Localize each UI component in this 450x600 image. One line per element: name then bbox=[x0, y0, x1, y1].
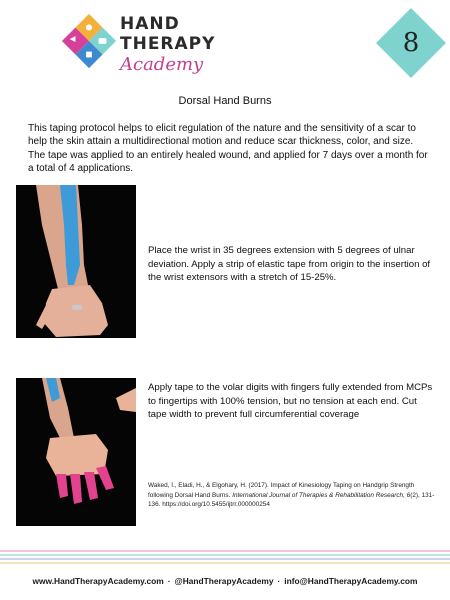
hand-therapy-logo-icon bbox=[60, 12, 118, 70]
page-title: Dorsal Hand Burns bbox=[178, 95, 272, 107]
logo-wordmark bbox=[120, 14, 215, 76]
forearm-taping-photo bbox=[16, 185, 136, 338]
logo-line-academy: Academy bbox=[120, 54, 204, 75]
step-2-instructions: Apply tape to the volar digits with fingers fully extended from MCPs to fingertips with 100% tension, but no tension at each end. Cut tape width to prevent full circumferential coverage bbox=[148, 382, 433, 421]
stripe-pink bbox=[0, 550, 450, 552]
page-number: 8 bbox=[402, 28, 420, 58]
forearm-taping-illustration bbox=[16, 185, 136, 338]
footer-website-link[interactable]: www.HandTherapyAcademy.com bbox=[32, 576, 164, 586]
footer-email-link[interactable]: info@HandTherapyAcademy.com bbox=[284, 576, 418, 586]
volar-hand-taping-illustration bbox=[16, 378, 136, 526]
stripe-blue bbox=[0, 558, 450, 560]
intro-paragraph: This taping protocol helps to elicit regulation of the nature and the sensitivity of a scar to help the skin attain a multidirectional motion and reduce scar thickness, color, and size. The tape was applied to an entirely healed wound, and applied for 7 days over a month for a total of 4 applications. bbox=[28, 123, 428, 175]
footer-separator: · bbox=[277, 576, 281, 586]
citation-volume: 6 bbox=[406, 491, 411, 499]
brand-logo bbox=[60, 8, 220, 78]
citation-journal: International Journal of Therapies & Rehabilitation Research, bbox=[232, 491, 405, 499]
footer-social-link[interactable]: @HandTherapyAcademy bbox=[174, 576, 274, 586]
citation-issue-pages: (2), 131-136. https://doi.org/10.5455/ijtrr.000000254 bbox=[148, 491, 435, 509]
footer-separator: · bbox=[167, 576, 171, 586]
logo-line-therapy: THERAPY bbox=[120, 34, 216, 54]
step-1-instructions: Place the wrist in 35 degrees extension with 5 degrees of ulnar deviation. Apply a strip of elastic tape from origin to the insertion of the wrist extensors with a stretch of 15-25%. bbox=[148, 245, 431, 284]
volar-hand-taping-photo bbox=[16, 378, 136, 526]
citation-title: Impact of Kinesiology Taping on Handgrip Strength following Dorsal Hand Burns. bbox=[148, 482, 415, 499]
stripe-orange bbox=[0, 562, 450, 564]
stripe-teal bbox=[0, 554, 450, 556]
logo-line-hand: HAND bbox=[120, 14, 180, 34]
decorative-stripes bbox=[0, 550, 450, 566]
reference-citation bbox=[148, 481, 440, 510]
footer-contact bbox=[0, 576, 450, 586]
citation-authors: Waked, I., Eladi, H., & Elgohary, H. (2017). bbox=[148, 482, 269, 489]
